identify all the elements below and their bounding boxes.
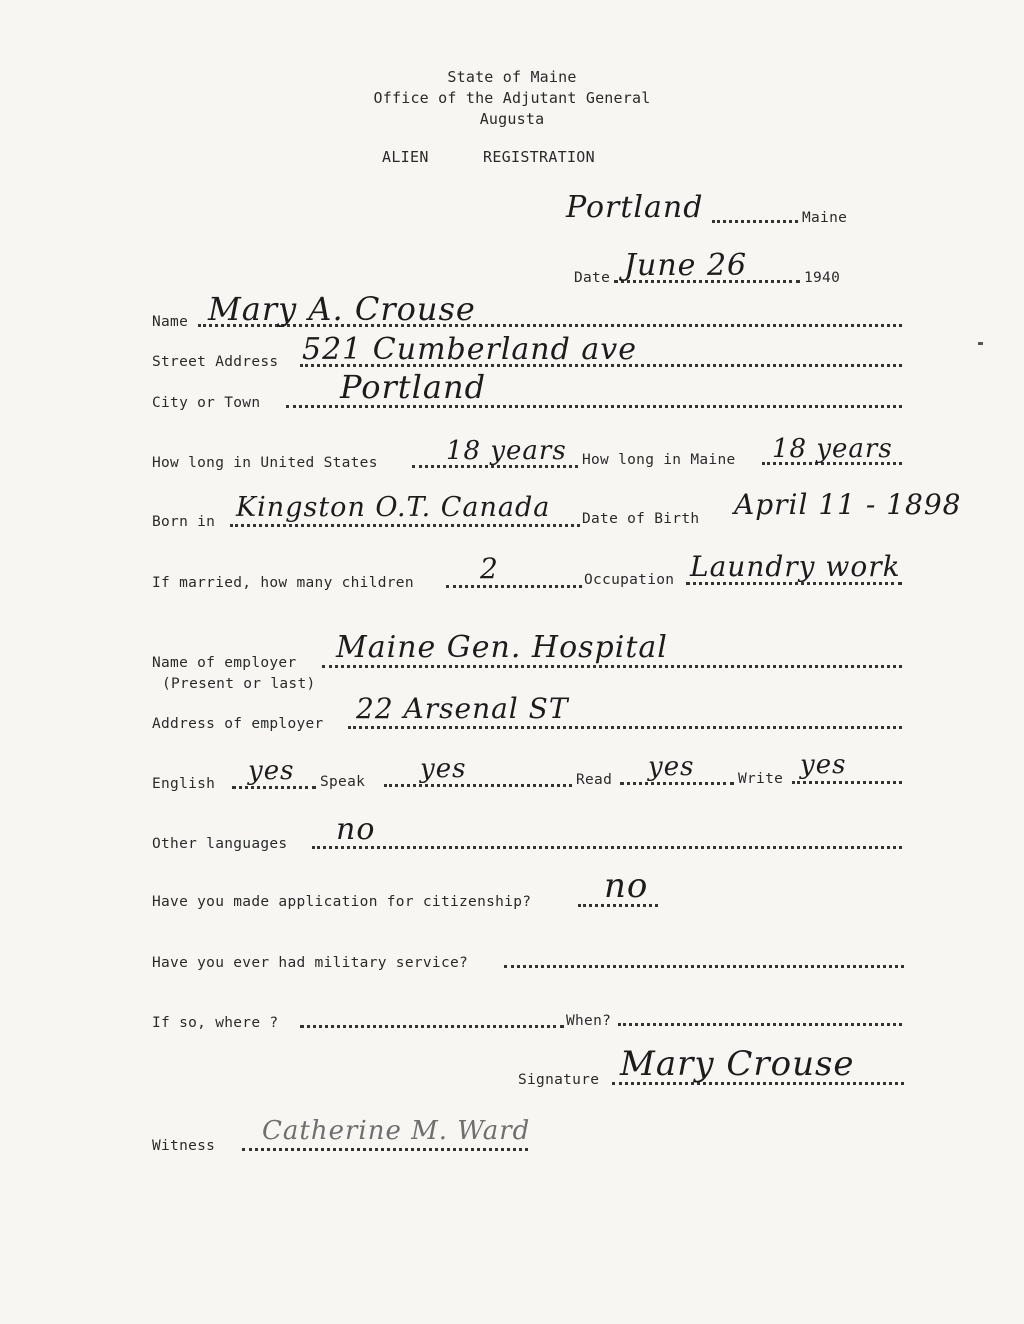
read-value: yes bbox=[648, 752, 695, 782]
employer-sublabel: (Present or last) bbox=[162, 676, 316, 692]
born-value: Kingston O.T. Canada bbox=[236, 492, 551, 523]
employer-address-label: Address of employer bbox=[152, 716, 324, 732]
born-dots bbox=[230, 524, 580, 527]
write-dots bbox=[792, 781, 902, 784]
city-value: Portland bbox=[340, 368, 487, 406]
witness-label: Witness bbox=[152, 1138, 216, 1154]
when-label: When? bbox=[566, 1013, 612, 1029]
witness-value: Catherine M. Ward bbox=[262, 1116, 531, 1146]
occupation-value: Laundry work bbox=[690, 550, 901, 583]
employer-address-dots bbox=[348, 726, 902, 729]
citizenship-value: no bbox=[604, 866, 649, 906]
citizenship-label: Have you made application for citizenship? bbox=[152, 894, 532, 910]
other-languages-label: Other languages bbox=[152, 836, 288, 852]
occupation-label: Occupation bbox=[584, 572, 675, 588]
military-dots bbox=[504, 965, 904, 968]
read-label: Read bbox=[576, 772, 613, 788]
write-label: Write bbox=[738, 771, 784, 787]
write-value: yes bbox=[800, 750, 847, 780]
other-languages-value: no bbox=[336, 812, 376, 847]
english-dots bbox=[232, 786, 316, 789]
street-value: 521 Cumberland ave bbox=[302, 332, 637, 367]
maine-time-label: How long in Maine bbox=[582, 452, 736, 468]
date-value: June 26 bbox=[624, 248, 748, 283]
other-languages-dots bbox=[312, 846, 902, 849]
us-time-label: How long in United States bbox=[152, 455, 378, 471]
employer-address-value: 22 Arsenal ST bbox=[356, 692, 569, 725]
title-alien: ALIEN bbox=[382, 148, 429, 166]
when-dots bbox=[618, 1023, 902, 1026]
born-label: Born in bbox=[152, 514, 216, 530]
employer-value: Maine Gen. Hospital bbox=[336, 630, 668, 665]
name-label: Name bbox=[152, 314, 189, 330]
signature-label: Signature bbox=[518, 1072, 600, 1088]
title-registration: REGISTRATION bbox=[483, 148, 595, 166]
children-dots bbox=[446, 585, 582, 588]
children-value: 2 bbox=[480, 552, 499, 585]
header-state: State of Maine bbox=[447, 68, 577, 86]
date-year: 1940 bbox=[804, 270, 841, 286]
speak-dots bbox=[384, 784, 572, 787]
english-label: English bbox=[152, 776, 216, 792]
dob-value: April 11 - 1898 bbox=[734, 488, 962, 521]
city-label: City or Town bbox=[152, 395, 261, 411]
dob-label: Date of Birth bbox=[582, 511, 700, 527]
children-label: If married, how many children bbox=[152, 575, 414, 591]
place-value: Portland bbox=[566, 190, 704, 225]
where-label: If so, where ? bbox=[152, 1015, 279, 1031]
read-dots bbox=[620, 782, 734, 785]
english-value: yes bbox=[248, 756, 295, 786]
witness-dots bbox=[242, 1148, 528, 1151]
employer-dots bbox=[322, 665, 902, 668]
employer-label: Name of employer bbox=[152, 655, 297, 671]
us-time-value: 18 years bbox=[446, 436, 567, 466]
speak-label: Speak bbox=[320, 774, 366, 790]
street-label: Street Address bbox=[152, 354, 279, 370]
maine-time-value: 18 years bbox=[772, 434, 893, 464]
signature-value: Mary Crouse bbox=[620, 1044, 855, 1084]
header-office: Office of the Adjutant General bbox=[373, 89, 651, 107]
header-city: Augusta bbox=[479, 110, 545, 128]
date-label: Date bbox=[574, 270, 611, 286]
name-value: Mary A. Crouse bbox=[208, 290, 476, 328]
where-dots bbox=[300, 1025, 564, 1028]
place-dots bbox=[712, 220, 798, 223]
speak-value: yes bbox=[420, 754, 467, 784]
place-suffix: Maine bbox=[802, 210, 848, 226]
scan-mark bbox=[978, 342, 983, 345]
military-label: Have you ever had military service? bbox=[152, 955, 469, 971]
